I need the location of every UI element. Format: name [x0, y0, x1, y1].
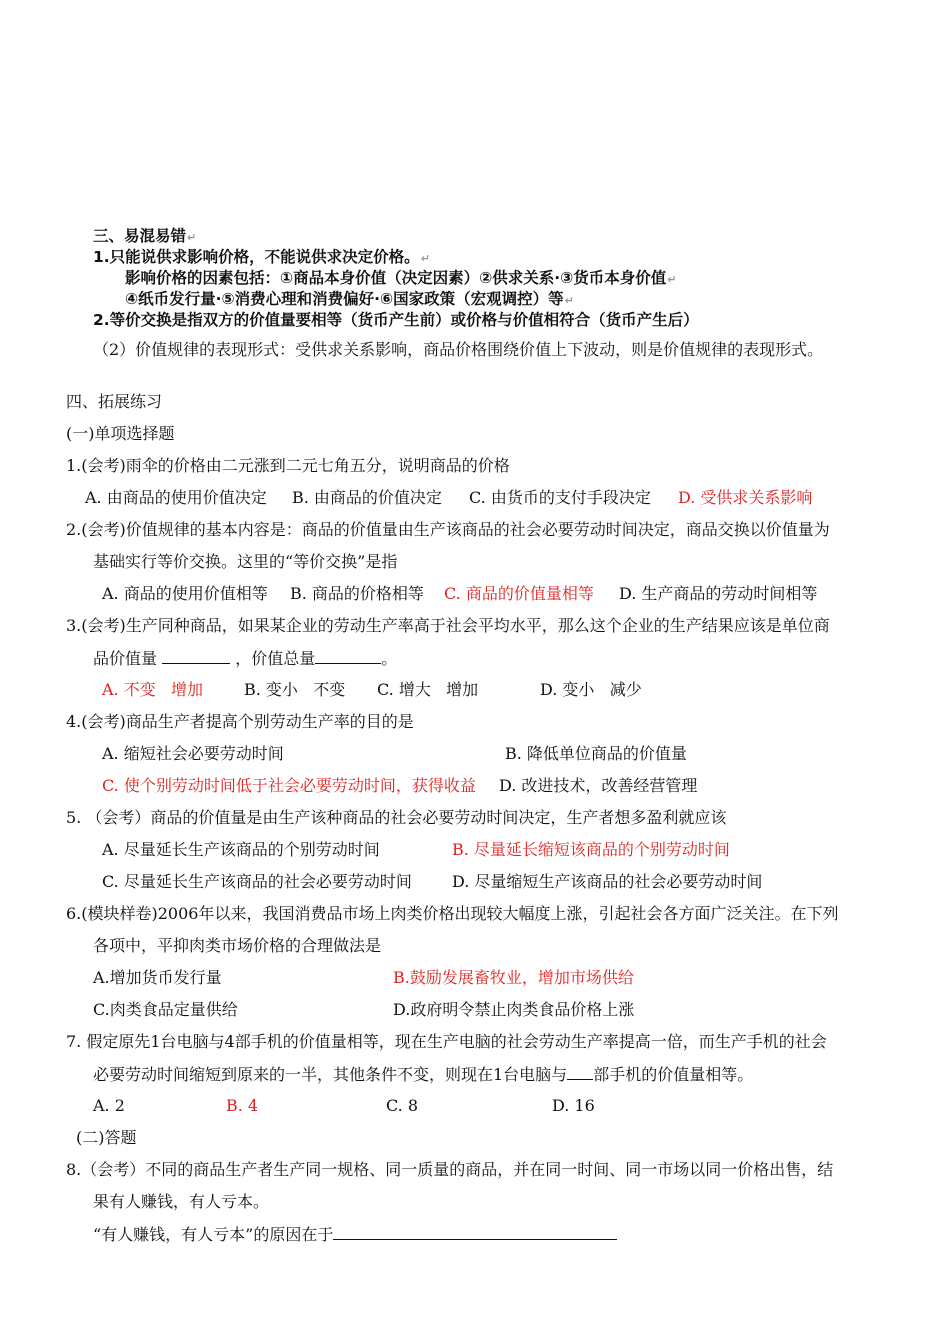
q3-option-a-answer: A. 不变 增加 [102, 680, 203, 699]
q2-stem-line1: 2.(会考)价值规律的基本内容是：商品的价值量由生产该商品的社会必要劳动时间决定，商品交换以价值量为 [66, 520, 830, 539]
q3-stem-line2: 品价值量 ，价值总量 。 [93, 649, 398, 668]
q5-option-d: D. 尽量缩短生产该商品的社会必要劳动时间 [452, 872, 763, 891]
q8-answer-blank[interactable] [333, 1224, 617, 1240]
q1-option-a: A. 由商品的使用价值决定 [85, 488, 267, 507]
q4-option-d: D. 改进技术，改善经营管理 [499, 776, 698, 795]
q2-option-b: B. 商品的价格相等 [290, 584, 424, 603]
return-mark-icon: ↵ [667, 273, 677, 286]
q4-option-b: B. 降低单位商品的价值量 [505, 744, 687, 763]
q7-option-a: A. 2 [93, 1096, 125, 1115]
q6-option-c: C.肉类食品定量供给 [93, 1000, 238, 1019]
q3-blank-2 [315, 648, 381, 664]
q7-blank [567, 1064, 593, 1080]
q3-blank-1 [162, 648, 230, 664]
q8-stem-line2: 果有人赚钱，有人亏本。 [93, 1192, 270, 1211]
q4-option-c-answer: C. 使个别劳动时间低于社会必要劳动时间，获得收益 [102, 776, 476, 795]
q3-option-b: B. 变小 不变 [244, 680, 346, 699]
section4-subtitle-choice: (一)单项选择题 [66, 424, 175, 443]
q1-option-b: B. 由商品的价值决定 [292, 488, 442, 507]
q7-option-b-answer: B. 4 [226, 1096, 259, 1115]
q6-option-a: A.增加货币发行量 [93, 968, 222, 987]
q5-option-b-answer: B. 尽量延长缩短该商品的个别劳动时间 [452, 840, 730, 859]
section3-title: 三、易混易错↵ [93, 227, 197, 245]
q5-stem: 5. （会考）商品的价值量是由生产该种商品的社会必要劳动时间决定，生产者想多盈利就应该 [66, 808, 727, 827]
q6-option-b-answer: B.鼓励发展畜牧业，增加市场供给 [393, 968, 634, 987]
q4-option-a: A. 缩短社会必要劳动时间 [102, 744, 284, 763]
q3-option-d: D. 变小 减少 [540, 680, 642, 699]
q7-stem-line2: 必要劳动时间缩短到原来的一半，其他条件不变，则现在1台电脑与 部手机的价值量相等。 [93, 1065, 754, 1084]
q2-option-c-answer: C. 商品的价值量相等 [444, 584, 594, 603]
section3-line4: 2.等价交换是指双方的价值量要相等（货币产生前）或价格与价值相符合（货币产生后） [93, 311, 699, 329]
q7-stem-line1: 7. 假定原先1台电脑与4部手机的价值量相等，现在生产电脑的社会劳动生产率提高一倍，而生产手机的社会 [66, 1032, 827, 1051]
q5-option-c: C. 尽量延长生产该商品的社会必要劳动时间 [102, 872, 412, 891]
return-mark-icon: ↵ [564, 294, 574, 307]
q2-option-a: A. 商品的使用价值相等 [102, 584, 268, 603]
q1-stem: 1.(会考)雨伞的价格由二元涨到二元七角五分，说明商品的价格 [66, 456, 510, 475]
q2-option-d: D. 生产商品的劳动时间相等 [619, 584, 818, 603]
q5-option-a: A. 尽量延长生产该商品的个别劳动时间 [102, 840, 380, 859]
q8-stem-line1: 8.（会考）不同的商品生产者生产同一规格、同一质量的商品，并在同一时间、同一市场以同一价格出售，结 [66, 1160, 834, 1179]
section3-line1: 1.只能说供求影响价格，不能说供求决定价格。↵ [93, 248, 430, 266]
q7-option-d: D. 16 [552, 1096, 595, 1115]
q7-option-c: C. 8 [386, 1096, 419, 1115]
section4-title: 四、拓展练习 [66, 392, 163, 411]
q6-stem-line1: 6.(模块样卷)2006年以来，我国消费品市场上肉类价格出现较大幅度上涨，引起社会各方面广泛关注。在下列 [66, 904, 839, 923]
q3-option-c: C. 增大 增加 [377, 680, 479, 699]
q6-stem-line2: 各项中，平抑肉类市场价格的合理做法是 [93, 936, 382, 955]
return-mark-icon: ↵ [420, 252, 430, 265]
q1-option-c: C. 由货币的支付手段决定 [469, 488, 651, 507]
section3-line5: （2）价值规律的表现形式：受供求关系影响，商品价格围绕价值上下波动，则是价值规律的表现形式。 [93, 340, 824, 359]
q8-stem-line3: “有人赚钱，有人亏本”的原因在于 [93, 1224, 617, 1245]
section3-line3: ④纸币发行量·⑤消费心理和消费偏好·⑥国家政策（宏观调控）等↵ [125, 290, 574, 308]
q1-option-d-answer: D. 受供求关系影响 [678, 488, 813, 507]
return-mark-icon: ↵ [187, 231, 197, 244]
section3-line2: 影响价格的因素包括：①商品本身价值（决定因素）②供求关系·③货币本身价值↵ [125, 269, 677, 287]
section4-subtitle-answer: (二)答题 [76, 1128, 137, 1147]
q2-stem-line2: 基础实行等价交换。这里的“等价交换”是指 [93, 552, 398, 571]
q6-option-d: D.政府明令禁止肉类食品价格上涨 [393, 1000, 635, 1019]
q4-stem: 4.(会考)商品生产者提高个别劳动生产率的目的是 [66, 712, 414, 731]
q3-stem-line1: 3.(会考)生产同种商品，如果某企业的劳动生产率高于社会平均水平，那么这个企业的生产结果应该是单位商 [66, 616, 830, 635]
